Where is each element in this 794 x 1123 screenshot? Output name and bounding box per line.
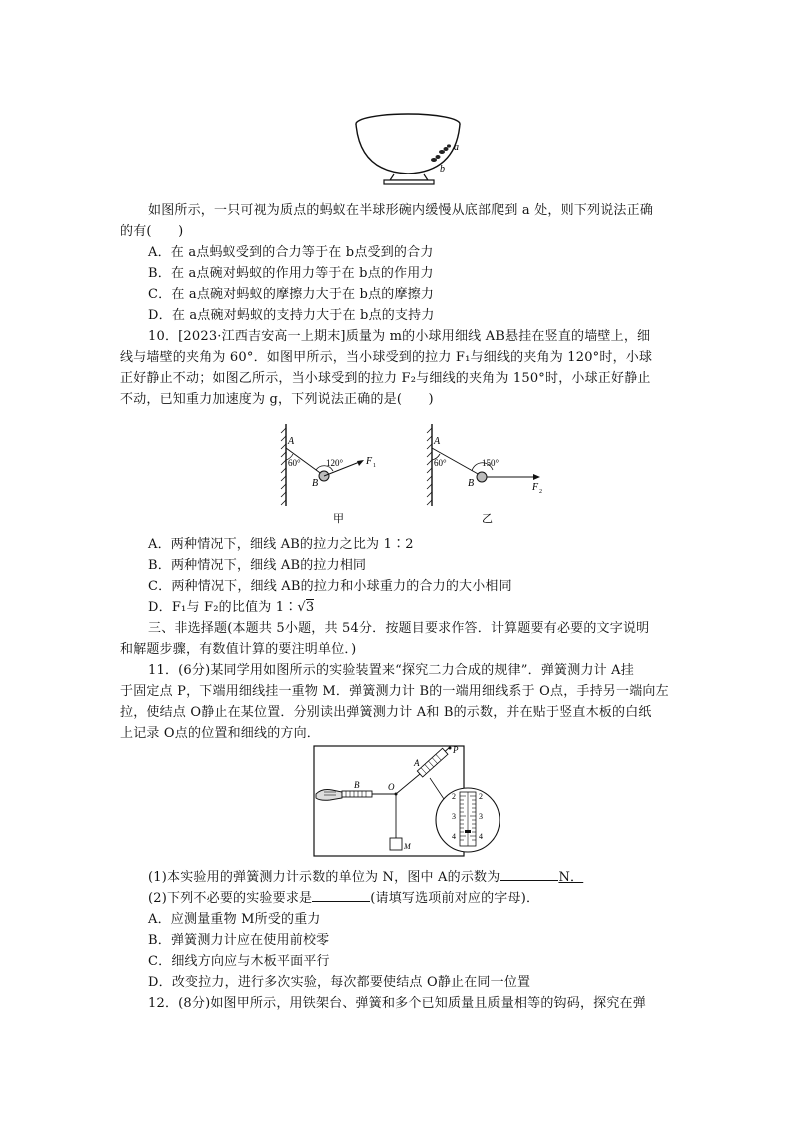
q11-stem-3: 拉，使结点 O静止在某位置．分别读出弹簧测力计 A和 B的示数，并在贴于竖直木板的白纸: [120, 705, 652, 720]
hand-icon: [316, 790, 342, 801]
q11-option-c: C．细线方向应与木板平面平行: [148, 954, 330, 969]
q9-stem-1: 如图所示，一只可视为质点的蚂蚁在半球形碗内缓慢从底部爬到 a 处，则下列说法正确: [148, 203, 654, 218]
q10-option-a: A．两种情况下，细线 AB的拉力之比为 1∶2: [148, 537, 414, 552]
label-a: A: [414, 758, 420, 768]
q11-stem-4: 上记录 O点的位置和细线的方向．: [120, 726, 320, 741]
q9-option-c: C．在 a点碗对蚂蚁的摩擦力大于在 b点的摩擦力: [148, 287, 435, 302]
q9-option-a: A．在 a点蚂蚁受到的合力等于在 b点受到的合力: [148, 245, 434, 260]
q11-stem-2: 于固定点 P，下端用细线挂一重物 M．弹簧测力计 B的一端用细线系于 O点，手持另一端向左: [120, 684, 669, 699]
q12-stem-1: 12．(8分)如图甲所示，用铁架台、弹簧和多个已知质量且质量相等的钩码，探究在弹: [148, 996, 646, 1011]
force-f1: F: [366, 456, 373, 467]
pointer-indicator: [465, 830, 471, 833]
q10-stem-4: 不动，已知重力加速度为 g，下列说法正确的是( ): [120, 392, 434, 407]
q9-stem-2: 的有( ): [120, 224, 184, 239]
scale-left-4: 4: [452, 832, 456, 841]
q10-stem-1: 10．[2023·江西吉安高一上期末]质量为 m的小球用细线 AB悬挂在竖直的墙壁上，细: [148, 329, 651, 344]
force-f1-subscript: 1: [373, 463, 376, 469]
scale-right-2: 2: [479, 792, 483, 801]
label-a: a: [454, 142, 459, 153]
point-a: A: [288, 436, 295, 447]
q11-option-a: A．应测量重物 M所受的重力: [148, 912, 321, 927]
q11-sub1-unit: N．: [558, 870, 584, 885]
section3-line-1: 三、非选择题(本题共 5小题，共 54分．按题目要求作答．计算题要有必要的文字说明: [148, 621, 650, 636]
q11-sub2-text: (2)下列不必要的实验要求是: [148, 891, 313, 906]
point-b: B: [312, 478, 319, 489]
scale-left-2: 2: [452, 792, 456, 801]
q10-option-d-text: D．F₁与 F₂的比值为 1∶: [148, 600, 298, 615]
q10-option-d: [148, 598, 708, 618]
scale-right-3: 3: [479, 812, 483, 821]
answer-blank[interactable]: [312, 889, 370, 902]
caption-yi: 乙: [482, 513, 493, 525]
answer-blank[interactable]: [500, 868, 558, 881]
sqrt-radicand: 3: [305, 600, 315, 615]
label-p: P: [453, 745, 459, 755]
angle-120: 120°: [326, 458, 344, 468]
q11-sub2: [148, 889, 708, 909]
scale-left-3: 3: [452, 812, 456, 821]
q9-option-d: D．在 a点碗对蚂蚁的支持力大于在 b点的支持力: [148, 308, 435, 323]
point-b: B: [468, 478, 475, 489]
figure-yi: [424, 420, 554, 530]
angle-60: 60°: [288, 458, 301, 468]
q11-stem-1: 11．(6分)某同学用如图所示的实验装置来“探究二力合成的规律”．弹簧测力计 A挂: [148, 663, 634, 678]
q11-option-b: B．弹簧测力计应在使用前校零: [148, 933, 330, 948]
bowl-figure: [350, 110, 470, 192]
q10-option-b: B．两种情况下，细线 AB的拉力相同: [148, 558, 367, 573]
label-b: B: [354, 780, 360, 790]
angle-150: 150°: [482, 458, 500, 468]
scale-right-4: 4: [479, 832, 483, 841]
q11-sub1: [148, 868, 708, 888]
label-m: M: [404, 842, 411, 851]
force-f2-subscript: 2: [539, 489, 542, 495]
q11-option-d: D．改变拉力，进行多次实验，每次都要使结点 O静止在同一位置: [148, 975, 531, 990]
caption-jia: 甲: [333, 513, 344, 525]
label-o: O: [388, 782, 395, 792]
angle-60: 60°: [434, 458, 447, 468]
section3-line-2: 和解题步骤，有数值计算的要注明单位．): [120, 642, 357, 657]
q11-sub1-text: (1)本实验用的弹簧测力计示数的单位为 N，图中 A的示数为: [148, 870, 501, 885]
sqrt-symbol: √: [297, 600, 306, 615]
figure-q11-apparatus: [310, 744, 500, 862]
figure-jia: [278, 420, 398, 530]
q10-stem-2: 线与墙壁的夹角为 60°．如图甲所示，当小球受到的拉力 F₁与细线的夹角为 120°时，小球: [120, 350, 653, 365]
force-f2: F: [532, 482, 539, 493]
q11-sub2-hint: (请填写选项前对应的字母)．: [370, 891, 540, 906]
point-a: A: [434, 436, 441, 447]
q9-option-b: B．在 a点碗对蚂蚁的作用力等于在 b点的作用力: [148, 266, 434, 281]
q10-stem-3: 正好静止不动；如图乙所示，当小球受到的拉力 F₂与细线的夹角为 150°时，小球正好静止: [120, 371, 651, 386]
label-b: b: [440, 164, 445, 175]
q10-option-c: C．两种情况下，细线 AB的拉力和小球重力的合力的大小相同: [148, 579, 512, 594]
